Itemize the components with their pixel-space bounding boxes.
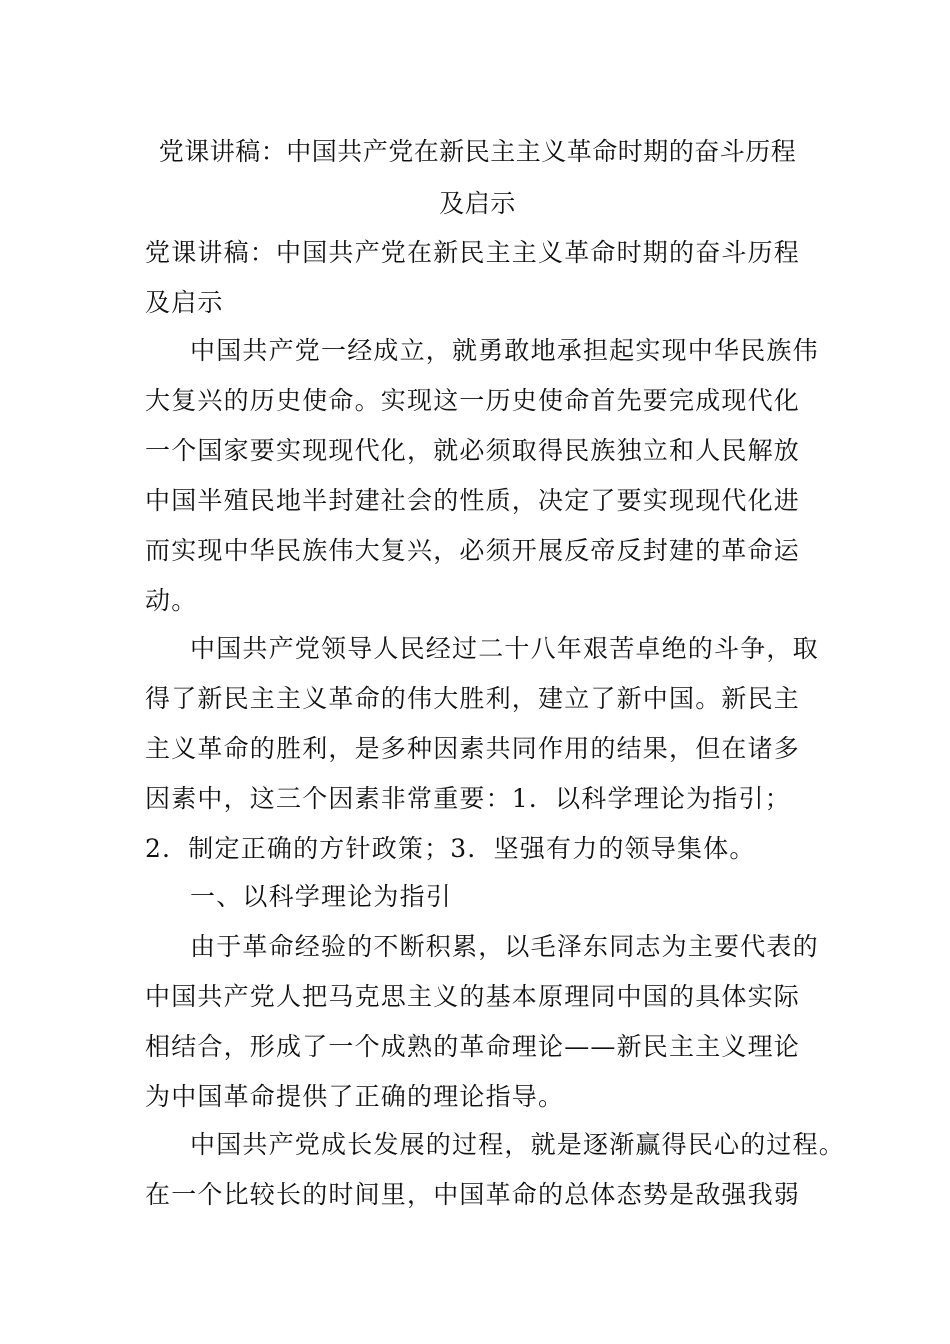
body-line: 中国共产党一经成立，就勇敢地承担起实现中华民族伟 [190,336,819,365]
body-line: 在一个比较长的时间里，中国革命的总体态势是敌强我弱 [145,1180,801,1209]
body-line: 动。 [145,586,198,615]
body-line: 主义革命的胜利，是多种因素共同作用的结果，但在诸多 [145,734,801,763]
body-line: 中国半殖民地半封建社会的性质，决定了要实现现代化进 [145,486,801,515]
body-line: 而实现中华民族伟大复兴，必须开展反帝反封建的革命运 [145,536,801,565]
section-heading: 一、以科学理论为指引 [190,882,453,911]
body-line: 党课讲稿：中国共产党在新民主主义革命时期的奋斗历程 [145,238,801,267]
document-title [145,126,810,230]
body-line: 为中国革命提供了正确的理论指导。 [145,1082,565,1111]
body-line: 相结合，形成了一个成熟的革命理论——新民主主义理论 [145,1032,801,1061]
body-line: 一个国家要实现现代化，就必须取得民族独立和人民解放 [145,436,801,465]
body-line: 中国共产党人把马克思主义的基本原理同中国的具体实际 [145,982,801,1011]
body-line: 中国共产党成长发展的过程，就是逐渐赢得民心的过程。 [190,1130,846,1159]
title-line-2: 及启示 [439,189,516,218]
body-line: 2．制定正确的方针政策；3．坚强有力的领导集体。 [145,834,756,863]
title-line-1: 党课讲稿：中国共产党在新民主主义革命时期的奋斗历程 [158,137,797,166]
body-line: 中国共产党领导人民经过二十八年艰苦卓绝的斗争，取 [190,634,819,663]
body-line: 及启示 [145,288,224,317]
body-line: 得了新民主主义革命的伟大胜利，建立了新中国。新民主 [145,684,801,713]
body-line: 由于革命经验的不断积累，以毛泽东同志为主要代表的 [190,932,819,961]
body-line: 大复兴的历史使命。实现这一历史使命首先要完成现代化 [145,386,801,415]
body-line: 因素中，这三个因素非常重要：1．以科学理论为指引； [145,784,791,813]
